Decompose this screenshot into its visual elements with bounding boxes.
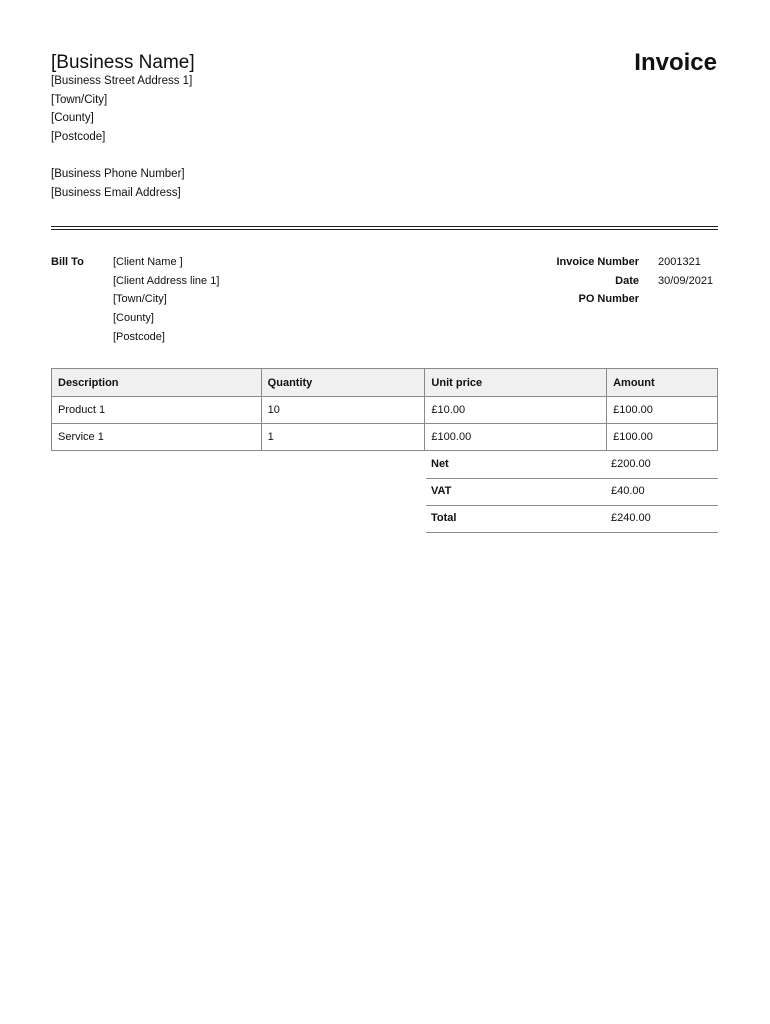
client-postcode: [Postcode] [113, 331, 165, 343]
po-number-label: PO Number [578, 293, 639, 305]
header-amount: Amount [607, 369, 718, 397]
cell-description: Service 1 [52, 424, 262, 451]
header-unit-price: Unit price [425, 369, 607, 397]
totals-total-row [426, 505, 718, 533]
line-items-table [51, 368, 718, 451]
vat-value: £40.00 [611, 485, 645, 497]
business-county: [County] [51, 112, 94, 124]
business-postcode: [Postcode] [51, 131, 106, 143]
business-town: [Town/City] [51, 94, 108, 106]
divider-bottom [51, 229, 718, 230]
invoice-title: Invoice [634, 49, 717, 76]
header-description: Description [52, 369, 262, 397]
client-town: [Town/City] [113, 293, 167, 305]
total-label: Total [431, 512, 457, 524]
client-address-line1: [Client Address line 1] [113, 275, 220, 287]
invoice-number-label: Invoice Number [556, 256, 639, 268]
cell-amount: £100.00 [607, 397, 718, 424]
business-email: [Business Email Address] [51, 187, 181, 199]
net-value: £200.00 [611, 458, 651, 470]
business-street: [Business Street Address 1] [51, 75, 193, 87]
totals-vat-row [426, 478, 718, 506]
invoice-number: 2001321 [658, 256, 701, 268]
totals-net-row [426, 451, 718, 479]
invoice-date: 30/09/2021 [658, 275, 714, 287]
business-phone: [Business Phone Number] [51, 168, 185, 180]
vat-label: VAT [431, 485, 452, 497]
bill-to-label: Bill To [51, 256, 84, 268]
cell-unit-price: £100.00 [425, 424, 607, 451]
cell-quantity: 10 [261, 397, 425, 424]
table-header-row [52, 369, 718, 397]
cell-quantity: 1 [261, 424, 425, 451]
business-name: [Business Name] [51, 52, 195, 73]
total-value: £240.00 [611, 512, 651, 524]
cell-amount: £100.00 [607, 424, 718, 451]
divider-top [51, 226, 718, 227]
cell-unit-price: £10.00 [425, 397, 607, 424]
date-label: Date [615, 275, 639, 287]
table-row [52, 397, 718, 424]
client-name: [Client Name ] [113, 256, 183, 268]
table-row [52, 424, 718, 451]
client-county: [County] [113, 312, 154, 324]
cell-description: Product 1 [52, 397, 262, 424]
header-quantity: Quantity [261, 369, 425, 397]
net-label: Net [431, 458, 449, 470]
